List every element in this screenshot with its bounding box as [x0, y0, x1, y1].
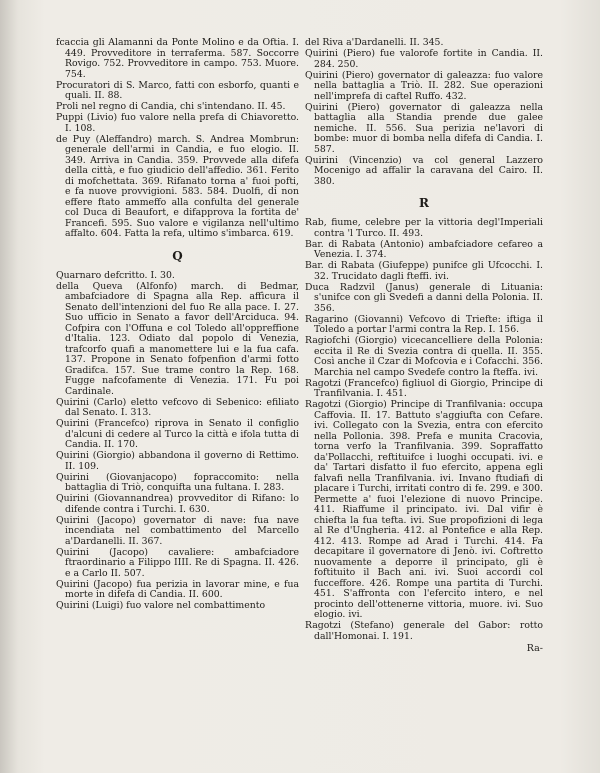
- index-entry: de Puy (Aleffandro) march. S. Andrea Mombrun: generale dell'armi in Candia, e fuo elogio. II. 349. Arriva in Candia. 359. Provvede alla difefa della città, e fuo giudicio dell'affedio. 361. Ferito di mofchettata. 369. Rifanato torna a' fuoi pofti, e fa nuove provvigioni. 583. 584. Duolfi, di non effere ftato ammeffo alla confulta del generale col Duca di Beaufort, e difapprova la fortita de' Francefi. 595. Suo valore e vigilanza nell'ultimo affalto. 604. Fatta la refa, ultimo s'imbarca. 619.: [56, 133, 299, 239]
- left-entries-after: [56, 271, 299, 612]
- index-entry: Procuratori di S. Marco, fatti con esborfo, quanti e quali. II. 88.: [56, 79, 299, 101]
- index-entry: Proli nel regno di Candia, chi s'intendano. II. 45.: [56, 101, 286, 112]
- index-entry: Ragiofchi (Giorgio) vicecancelliere della Polonia: eccita il Re di Svezia contra di quella. II. 355. Così anche il Czar di Mofcovia e i Cofacchi. 356. Marchia nel campo Svedefe contro la fteffa. ivi.: [305, 335, 543, 378]
- index-entry: Quirini (Jacopo) fua perizia in lavorar mine, e fua morte in difefa di Candia. II. 600.: [56, 578, 299, 600]
- index-entry: Quirini (Vincenzio) va col general Lazzero Mocenigo ad affalir la caravana del Cairo. II. 380.: [305, 154, 543, 187]
- index-entry: Ragotzi (Francefco) figliuol di Giorgio, Principe di Tranfilvania. I. 451.: [305, 377, 543, 399]
- catchword: Ra-: [526, 643, 543, 654]
- index-entry: della Queva (Alfonfo) march. di Bedmar, ambafciadore di Spagna alla Rep. affìcura il Senato dell'intenzioni del fuo Re alla pace. I. 27. Suo ufficio in Senato a favor dell'Arciduca. 94. Cofpira con l'Offuna e col Toledo all'oppreffione d'Italia. 123. Odiato dal popolo di Venezia, trafcorfo quafi a manomettere lui e la fua cafa. 137. Propone in Senato fofpenfion d'armi fotto Gradifca. 157. Sue trame contro la Rep. 168. Fugge nafcofamente di Venezia. 171. Fu poi Cardinale.: [56, 280, 299, 397]
- index-entry: Quirini (Jacopo) governator di nave: fua nave incendiata nel combattimento del Marcello a'Dardanelli. II. 367.: [56, 514, 299, 547]
- index-entry: Duca Radzvil (Janus) generale di Lituania: s'unifce con gli Svedefi a danni della Polonia. II. 356.: [305, 281, 543, 314]
- index-entry: Bar. di Rabata (Giufeppe) punifce gli Ufcocchi. I. 32. Trucidato dagli fteffi. ivi.: [305, 260, 543, 282]
- index-entry: Rab, fiume, celebre per la vittoria degl'Imperiali contra 'l Turco. II. 493.: [305, 217, 543, 239]
- index-entry: Quirini (Giorgio) abbandona il governo di Rettimo. II. 109.: [56, 450, 299, 472]
- index-entry: Ragotzi (Stefano) generale del Gabor: rotto dall'Homonai. I. 191.: [305, 620, 543, 642]
- index-entry: Quirini (Carlo) eletto vefcovo di Sebenico: efiliato dal Senato. I. 313.: [56, 396, 299, 418]
- index-entry: Ragarino (Giovanni) Vefcovo di Triefte: iftiga il Toledo a portar l'armi contra la Rep. I. 156.: [305, 313, 543, 335]
- index-entry: Quirini (Luigi) fuo valore nel combattimento: [56, 600, 266, 611]
- left-column: [56, 38, 299, 612]
- index-entry: Quirini (Piero) fue valorofe fortite in Candia. II. 284. 250.: [305, 48, 543, 70]
- index-entry: Quirini (Piero) governator di galeazza: fuo valore nella battaglia a Triò. II. 282. Sue operazioni nell'imprefa di caftel Ruffo. 432.: [305, 69, 543, 102]
- index-entry: Quirini (Giovanjacopo) fopraccomito: nella battaglia di Triò, conquifta una fultana. I. 283.: [56, 471, 299, 493]
- index-entry: Puppi (Livio) fuo valore nella prefa di Chiavoretto. I. 108.: [56, 112, 299, 134]
- index-entry: Quirini (Piero) governator di galeazza nella battaglia alla Standia prende due galee nemiche. II. 556. Sua perizia ne'lavori di bombe: muor di bomba nella difefa di Candia. I. 587.: [305, 101, 543, 155]
- index-entry: Ragotzi (Giorgio) Principe di Tranfilvania: occupa Caffovia. II. 17. Battuto s'aggiufta con Cefare. ivi. Collegato con la Svezia, entra con efercito nella Pollonia. 398. Prefa e munita Cracovia, torna verfo la Tranfilvania. 399. Sopraffatto da'Pollacchi, reftituifce i luoghi occupati. ivi. e da' Tartari disfatto il fuo efercito, appena egli falvafi nella Tranfilvania. ivi. Invano ftudiafi di placare i Turchi, irritati contro di fe. 299. e 300. Permette a' fuoi l'elezione di nuovo Principe. 411. Riaffume il principato. ivi. Dal vifir è chiefta la fua tefta. ivi. Sue propofizioni di lega al Re d'Ungheria. 412. al Pontefice e alla Rep. 412. 413. Rompe ad Arad i Turchi. 414. Fa decapitare il governatore di Jenò. ivi. Coftretto nuovamente a deporre il principato, gli è foftituito il Bach ani. ivi. Suoi accordi col fucceffore. 426. Rompe una partita di Turchi. 451. S'affronta con l'efercito intero, e nel procinto dell'ottenerne vittoria, muore. ivi. Suo elogio. ivi.: [305, 399, 543, 620]
- index-entry: Quirini (Jacopo) cavaliere: ambafciadore ftraordinario a Filippo IIII. Re di Spagna. II. 426. e a Carlo II. 507.: [56, 546, 299, 579]
- index-entry: fcaccia gli Alamanni da Ponte Molino e da Oftia. I. 449. Provveditore in terraferma. 587. Soccorre Rovigo. 752. Provveditore in campo. 753. Muore. 754.: [56, 37, 299, 80]
- index-entry: Quirini (Francefco) riprova in Senato il configlio d'alcuni di cedere al Turco la città e ifola tutta di Candia. II. 170.: [56, 418, 299, 450]
- index-entry: del Riva a'Dardanelli. II. 345.: [305, 37, 444, 48]
- index-entry: Quirini (Giovannandrea) provveditor di Rifano: lo difende contra i Turchi. I. 630.: [56, 493, 299, 515]
- section-letter-q: Q: [172, 248, 183, 263]
- left-entries-before: [56, 38, 299, 240]
- index-entry: Bar. di Rabata (Antonio) ambafciadore cefareo a Venezia. I. 374.: [305, 238, 543, 260]
- right-column: [305, 38, 543, 655]
- right-entries-after: [305, 218, 543, 642]
- index-entry: Quarnaro defcritto. I. 30.: [56, 269, 175, 281]
- right-entries-before: [305, 38, 543, 187]
- section-letter-r: R: [419, 196, 429, 210]
